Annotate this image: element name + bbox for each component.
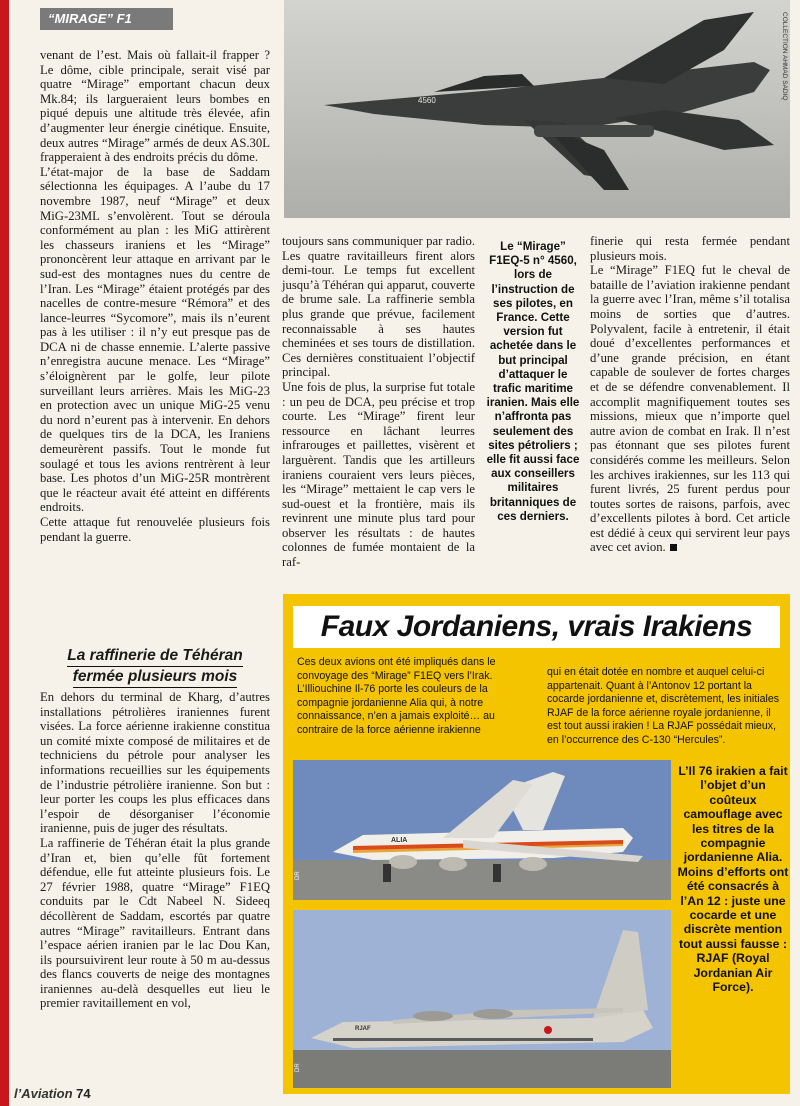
page-number: 74 <box>76 1086 91 1101</box>
paragraph: finerie qui resta fermée pendant plusieurs mois. <box>590 234 790 263</box>
section-subheading <box>40 646 270 688</box>
section-header <box>40 8 173 30</box>
paragraph: En dehors du terminal de Kharg, d’autres installations pétrolières iraniennes furent visées. La force aérienne irakienne constitua un comité mixte composé de militaires et de techniciens du pétrole pour analyser les informations recueillies sur les équipements de l’industrie pétrolière iranienne. Son but : leur porter les coups les plus efficaces dans l’espoir de désorganiser l’économie iranienne, puis de juger des résultats. <box>40 690 270 836</box>
box-text-col-1: Ces deux avions ont été impliqués dans le convoyage des “Mirage” F1EQ vers l’Irak. L’Illiouchine Il-76 porte les couleurs de la compagnie jordanienne Alia qui, à notre connaissance, n’en a jamais exploité… au contraire de la force aérienne irakienne <box>297 656 496 736</box>
box-title: Faux Jordaniens, vrais Irakiens <box>320 610 753 643</box>
paragraph: Une fois de plus, la surprise fut totale : un peu de DCA, peu précise et trop courte. Les “Mirage” firent leur ressource en lâchant leurres infrarouges et paillettes, visèrent et larguèrent. Tandis que les artilleurs iraniens couraient vers leurs pièces, les “Mirage” mettaient le cap vers le sud-ouest et la frontière, mais ils revinrent une minute plus tard pour observer les résultats : de hautes colonnes de fumée montaient de la raf- <box>282 379 475 570</box>
article-column-1b <box>40 690 270 1011</box>
article-column-1 <box>40 48 270 544</box>
magazine-logo: l’Aviation <box>14 1086 73 1101</box>
paragraph: Le “Mirage” F1EQ fut le cheval de bataille de l’aviation irakienne pendant la guerre avec l’Iran, même s’il totalisa moins de sorties que d’autres. Polyvalent, facile à entretenir, il était doué d’excellentes performances et d’une grande précision, en étant capable de soulever de fortes charges et de se défendre convenablement. Il accomplit magnifiquement toutes ses missions, mieux que n’importe quel autre avion de combat en Irak. Il n’est pas étonnant que ses pilotes furent considérés comme les meilleurs. Selon les archives irakiennes, sur les 113 qui furent livrés, 25 furent perdus pour toutes sortes de raisons, parfois, avec d’excellents pilotes à bord. Cet article est dédié à ceux qui servirent leur pays avec cet avion. <box>590 263 790 555</box>
paragraph: L’état-major de la base de Saddam sélectionna les équipages. A l’aube du 17 novembre 1987, neuf “Mirage” et deux MiG-23ML s’envolèrent. Tout se déroula conformément au plan : les MiG attirèrent les chasseurs iraniens et les “Mirage” prononcèrent leur attaque en arrivant par le sud-est des montagnes nues du centre de l’Iran. Les “Mirage” étaient protégés par des nacelles de contre-mesure “Rémora” et des lance-leurres “Sycomore”, mais ils n’eurent pas à les utiliser : il n’y eut presque pas de DCA ni de chasse ennemie. L’alerte passive n’enregistra aucune menace. Les “Mirage” s’éloignèrent par le golfe, leur pilote surveillant leurs arrières. Mais les MiG-23 en protection avec un unique MiG-25 venu du nord n’eurent pas à intervenir. En dehors de quelques tirs de la DCA, les Iraniens demeurèrent passifs. Tout le monde fut soulagé et tous les avions rentrèrent à leur base. Les photos d’un MiG-25R montrèrent que le réacteur avait été atteint en différents endroits. <box>40 164 270 515</box>
paragraph: venant de l’est. Mais où fallait-il frapper ? Le dôme, cible principale, serait visé par quatre “Mirage” emportant chacun deux Mk.84; ils largueraient leurs bombes en piqué depuis une altitude très élevée, afin d’augmenter leur énergie cinétique. Ensuite, deux autres “Mirage” armés de deux AS.30L frapperaient à des endroits précis du dôme. <box>40 48 270 165</box>
photo-credit: COLLECTION AHMAD SADIQ <box>781 12 788 101</box>
article-column-3 <box>590 234 790 555</box>
photo-credit: DR <box>295 1063 301 1072</box>
paragraph: La raffinerie de Téhéran était la plus grande d’Iran et, bien qu’elle fût fortement défendue, elle fut atteinte plusieurs fois. Le 27 février 1988, quatre “Mirage” F1EQ conduits par le Cdt Nabeel N. Sideeq décollèrent de Saddam, escortés par quatre autres “Mirage” ravitailleurs. Entrant dans l’espace aérien iranien par le lac Dou Kan, ils poursuivirent leur route à 50 m au-dessus des flancs couverts de neige des montagnes iraniennes au-delà desquelles eut lieu le premier ravitaillement en vol, <box>40 835 270 1011</box>
page-footer <box>14 1086 91 1101</box>
end-of-article-icon <box>670 544 677 551</box>
photo-caption: Le “Mirage” F1EQ-5 n° 4560, lors de l’instruction de ses pilotes, en France. Cette version fut achetée dans le but principal d’attaquer le trafic maritime iranien. Mais elle n’affronta pas seulement des sites pétroliers ; elle fit aussi face aux conseillers militaires britanniques de ces derniers. <box>486 240 580 523</box>
box-title-panel <box>293 606 780 648</box>
paragraph: Cette attaque fut renouvelée plusieurs fois pendant la guerre. <box>40 515 270 544</box>
article-column-2 <box>282 234 475 570</box>
subheading-line: fermée plusieurs mois <box>73 667 238 688</box>
rjaf-marking: RJAF <box>355 1026 371 1032</box>
il76-aircraft-illustration <box>293 760 671 900</box>
paragraph: toujours sans communiquer par radio. Les quatre ravitailleurs firent alors demi-tour. Le temps fut excellent jusqu’à Téhéran qui apparut, couverte de brume sale. La raffinerie sembla plus grande que prévue, facilement reconnaissable à ses hautes cheminées et ses tours de distillation. Ces dernières constituaient l’objectif principal. <box>282 234 475 380</box>
subheading-line: La raffinerie de Téhéran <box>67 646 242 667</box>
section-title: “MIRAGE” F1 <box>48 11 132 26</box>
an12-aircraft-illustration <box>293 910 671 1088</box>
mirage-photo <box>284 0 790 218</box>
box-photo-caption: L’Il 76 irakien a fait l’objet d’un coûteux camouflage avec les titres de la compagnie jordanienne Alia. Moins d’efforts ont été consacrés à l’An 12 : juste une cocarde et une discrète mention tout aussi fausse : RJAF (Royal Jordanian Air Force). <box>677 764 789 995</box>
il76-photo <box>293 760 671 900</box>
an12-photo <box>293 910 671 1088</box>
red-edge-strip <box>0 0 9 1106</box>
box-text-col-2: qui en était dotée en nombre et auquel celui-ci appartenait. Quant à l’Antonov 12 portant la cocarde jordanienne et, discrètement, les initiales RJAF de la force aérienne royale jordanienne, il est tout aussi irakien ! La RJAF possédait mieux, en l’occurrence des C-130 “Hercules”. <box>547 666 780 746</box>
sidebar-box <box>283 594 790 1094</box>
alia-livery-text: ALIA <box>391 837 408 844</box>
mirage-jet-illustration <box>284 0 790 218</box>
photo-credit: DR <box>295 871 301 880</box>
tail-number: 4560 <box>418 96 436 105</box>
